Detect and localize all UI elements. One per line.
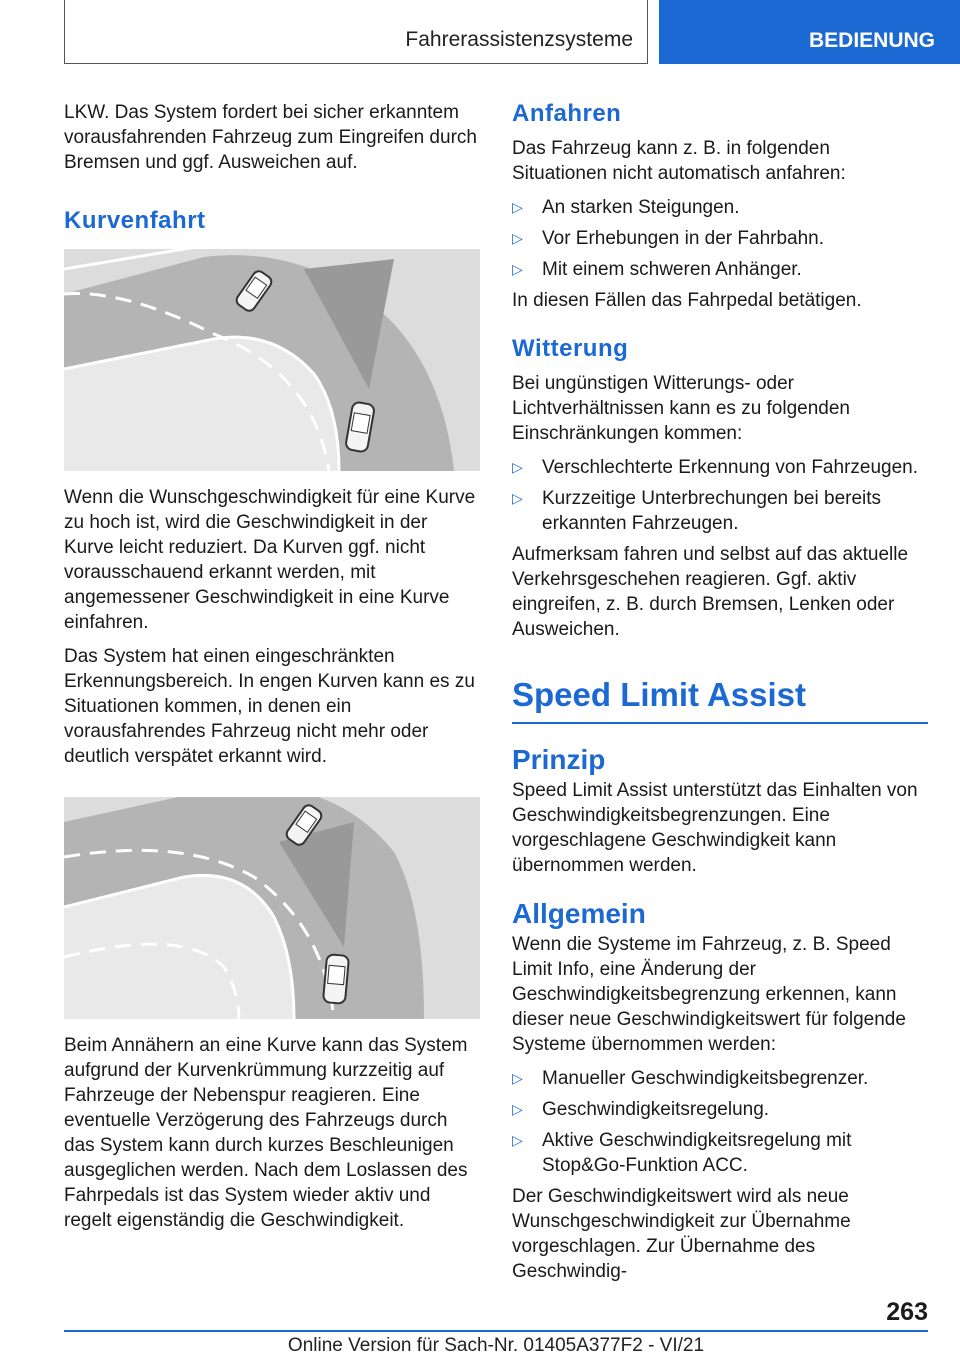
chapter-tab-label: BEDIENUNG: [809, 29, 936, 52]
header-section-box: [64, 0, 648, 64]
footer-online-version: Online Version für Sach-Nr. 01405A377F2 - VI/21: [287, 1335, 705, 1356]
list-item: ▷ Geschwindigkeitsregelung.: [512, 1099, 770, 1120]
triangle-bullet-icon: ▷: [512, 1101, 523, 1117]
own-vehicle-icon-2: [323, 954, 349, 1004]
allgemein-paragraph: Wenn die Systeme im Fahrzeug, z. B. Speed Limit Info, eine Änderung der Geschwindigkeitsbegrenzung erkennen, kann dieser neue Geschwindigkeitswert für folgende Systeme übernommen werden:: [512, 934, 906, 1055]
triangle-bullet-icon: ▷: [512, 199, 523, 215]
kurvenfahrt-heading: Kurvenfahrt: [64, 207, 206, 234]
triangle-bullet-icon: ▷: [512, 459, 523, 475]
footer-divider: [64, 1330, 928, 1332]
triangle-bullet-icon: ▷: [512, 490, 523, 506]
anfahren-paragraph: Das Fahrzeug kann z. B. in folgenden Situationen nicht automatisch anfahren:: [512, 138, 846, 184]
triangle-bullet-icon: ▷: [512, 261, 523, 277]
list-item: ▷ Verschlechterte Erkennung von Fahrzeugen.: [512, 457, 919, 478]
list-item: ▷ Manueller Geschwindigkeitsbegrenzer.: [512, 1068, 869, 1089]
witterung-paragraph: Bei ungünstigen Witterungs- oder Lichtverhältnissen kann es zu folgenden Einschränkungen kommen:: [512, 373, 851, 444]
curve-illustration-2: [64, 797, 480, 1019]
page-number: 263: [886, 1298, 928, 1326]
list-item: ▷ Mit einem schweren Anhänger.: [512, 259, 802, 280]
speed-limit-assist-heading: Speed Limit Assist: [512, 676, 928, 724]
left-column: [64, 100, 480, 1242]
prinzip-paragraph: Speed Limit Assist unterstützt das Einhalten von Geschwindigkeitsbegrenzungen. Eine vorgeschlagene Geschwindigkeit kann übernommen werden.: [512, 780, 918, 876]
intro-paragraph: LKW. Das System fordert bei sicher erkanntem vorausfahrenden Fahrzeug zum Eingreifen durch Bremsen und ggf. Ausweichen auf.: [64, 102, 477, 173]
kurvenfahrt-paragraph-2: Das System hat einen eingeschränkten Erkennungsbereich. In engen Kurven kann es zu Situationen kommen, in denen ein vorausfahrendes Fahrzeug nicht mehr oder deutlich verspätet erkannt wird.: [64, 646, 475, 767]
right-column: [512, 100, 928, 1293]
allgemein-after: Der Geschwindigkeitswert wird als neue Wunschgeschwindigkeit zur Übernahme vorgeschlagen. Zur Übernahme des Geschwindig-: [512, 1186, 851, 1282]
header-chapter-tab: [659, 0, 960, 64]
anfahren-after: In diesen Fällen das Fahrpedal betätigen.: [512, 290, 862, 311]
kurvenfahrt-paragraph-1: Wenn die Wunschgeschwindigkeit für eine Kurve zu hoch ist, wird die Geschwindigkeit in der Kurve leicht reduziert. Da Kurven ggf. nicht vorausschauend erkannt werden, mit angemessener Geschwindigkeit in eine Kurve einfahren.: [64, 487, 476, 633]
prinzip-heading: Prinzip: [512, 744, 606, 775]
list-item: ▷ Aktive Geschwindigkeitsregelung mit Stop&Go-Funktion ACC.: [512, 1130, 852, 1176]
anfahren-list: [512, 195, 928, 282]
list-item: ▷ An starken Steigungen.: [512, 197, 740, 218]
list-item: ▷ Vor Erhebungen in der Fahrbahn.: [512, 228, 825, 249]
triangle-bullet-icon: ▷: [512, 230, 523, 246]
anfahren-heading: Anfahren: [512, 100, 622, 127]
list-item: ▷ Kurzzeitige Unterbrechungen bei bereits erkannten Fahrzeugen.: [512, 488, 882, 534]
allgemein-heading: Allgemein: [512, 898, 646, 929]
witterung-after: Aufmerksam fahren und selbst auf das aktuelle Verkehrsgeschehen reagieren. Ggf. aktiv eingreifen, z. B. durch Bremsen, Lenken oder Ausweichen.: [512, 544, 909, 640]
triangle-bullet-icon: ▷: [512, 1070, 523, 1086]
witterung-list: [512, 455, 928, 536]
curve-illustration-1: [64, 249, 480, 471]
header-section-title: Fahrerassistenzsysteme: [405, 28, 633, 51]
triangle-bullet-icon: ▷: [512, 1132, 523, 1148]
kurvenfahrt-paragraph-3: Beim Annähern an eine Kurve kann das System aufgrund der Kurvenkrümmung kurzzeitig auf Fahrzeuge der Nebenspur reagieren. Eine eventuelle Verzögerung des Fahrzeugs durch das System kann durch kurzes Beschleunigen ausgeglichen werden. Nach dem Loslassen des Fahrpedals ist das System wieder aktiv und regelt eigenständig die Geschwindigkeit.: [64, 1035, 468, 1231]
allgemein-list: [512, 1066, 928, 1178]
witterung-heading: Witterung: [512, 335, 629, 362]
